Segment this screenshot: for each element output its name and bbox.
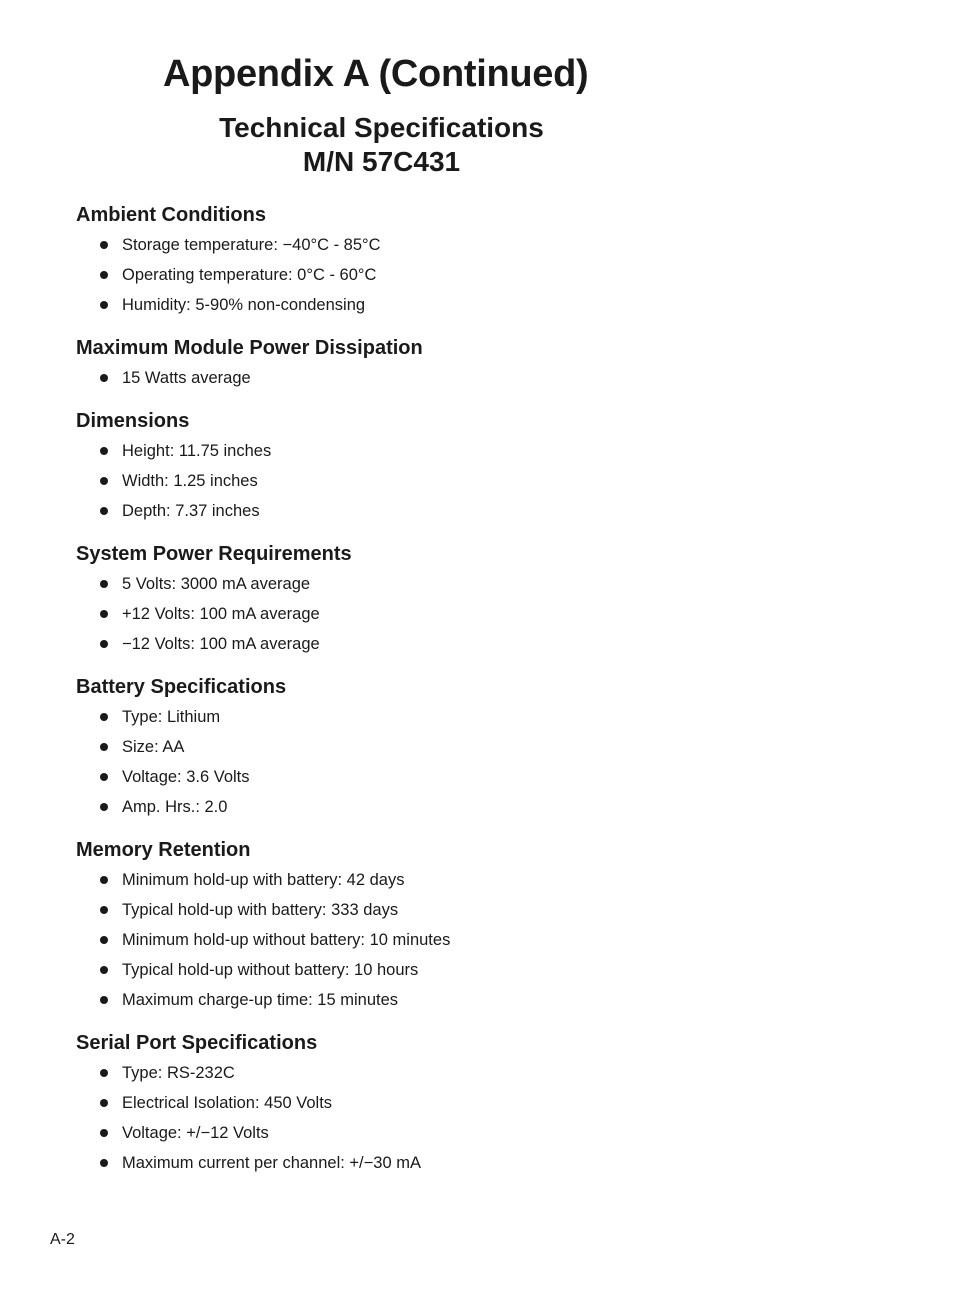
section-heading: Dimensions (76, 410, 190, 432)
list-item (76, 260, 876, 290)
section-serial-port-specifications (76, 1028, 876, 1178)
bullet-icon (100, 640, 108, 648)
section-heading: Ambient Conditions (76, 204, 266, 226)
list-item (76, 599, 876, 629)
spec-text: 5 Volts: 3000 mA average (122, 575, 311, 593)
spec-list (76, 702, 876, 822)
spec-text: Amp. Hrs.: 2.0 (122, 798, 228, 816)
spec-text: Maximum charge-up time: 15 minutes (122, 991, 399, 1009)
bullet-icon (100, 1129, 108, 1137)
spec-text: Width: 1.25 inches (122, 472, 258, 490)
spec-list (76, 865, 876, 1015)
bullet-icon (100, 803, 108, 811)
bullet-icon (100, 1099, 108, 1107)
bullet-icon (100, 507, 108, 515)
list-item (76, 496, 876, 526)
spec-text: Size: AA (122, 738, 185, 756)
bullet-icon (100, 713, 108, 721)
spec-text: Storage temperature: −40°C - 85°C (122, 236, 381, 254)
bullet-icon (100, 1069, 108, 1077)
spec-list (76, 569, 876, 659)
section-system-power-requirements (76, 539, 876, 659)
list-item (76, 985, 876, 1015)
spec-text: Humidity: 5-90% non-condensing (122, 296, 366, 314)
list-item (76, 792, 876, 822)
bullet-icon (100, 906, 108, 914)
section-heading: Serial Port Specifications (76, 1032, 318, 1054)
specifications-content (76, 200, 876, 1178)
spec-text: Minimum hold-up with battery: 42 days (122, 871, 405, 889)
spec-text: −12 Volts: 100 mA average (122, 635, 320, 653)
spec-text: Type: RS-232C (122, 1064, 235, 1082)
list-item (76, 1088, 876, 1118)
spec-list (76, 1058, 876, 1178)
section-heading: Battery Specifications (76, 676, 287, 698)
bullet-icon (100, 374, 108, 382)
list-item (76, 762, 876, 792)
spec-text: Maximum current per channel: +/−30 mA (122, 1154, 421, 1172)
section-heading: System Power Requirements (76, 543, 352, 565)
spec-text: Voltage: +/−12 Volts (122, 1124, 269, 1142)
list-item (76, 1058, 876, 1088)
spec-text: Height: 11.75 inches (122, 442, 272, 460)
spec-text: +12 Volts: 100 mA average (122, 605, 320, 623)
list-item (76, 865, 876, 895)
bullet-icon (100, 1159, 108, 1167)
list-item (76, 230, 876, 260)
spec-list (76, 436, 876, 526)
document-subtitle: Technical Specifications (219, 112, 544, 143)
list-item (76, 732, 876, 762)
list-item (76, 569, 876, 599)
section-maximum-module-power-dissipation (76, 333, 876, 393)
section-memory-retention (76, 835, 876, 1015)
section-dimensions (76, 406, 876, 526)
spec-list (76, 363, 876, 393)
list-item (76, 363, 876, 393)
spec-text: Typical hold-up with battery: 333 days (122, 901, 399, 919)
bullet-icon (100, 996, 108, 1004)
list-item (76, 1148, 876, 1178)
page-title: Appendix A (Continued) (163, 53, 589, 95)
list-item (76, 466, 876, 496)
bullet-icon (100, 743, 108, 751)
spec-list (76, 230, 876, 320)
section-heading: Maximum Module Power Dissipation (76, 337, 423, 359)
bullet-icon (100, 610, 108, 618)
section-heading: Memory Retention (76, 839, 251, 861)
bullet-icon (100, 876, 108, 884)
bullet-icon (100, 447, 108, 455)
section-battery-specifications (76, 672, 876, 822)
bullet-icon (100, 477, 108, 485)
list-item (76, 702, 876, 732)
list-item (76, 955, 876, 985)
spec-text: Typical hold-up without battery: 10 hours (122, 961, 419, 979)
list-item (76, 925, 876, 955)
bullet-icon (100, 936, 108, 944)
list-item (76, 1118, 876, 1148)
bullet-icon (100, 301, 108, 309)
list-item (76, 436, 876, 466)
model-number: M/N 57C431 (302, 146, 461, 177)
section-ambient-conditions (76, 200, 876, 320)
bullet-icon (100, 271, 108, 279)
list-item (76, 629, 876, 659)
spec-text: Operating temperature: 0°C - 60°C (122, 266, 377, 284)
spec-text: Type: Lithium (122, 708, 221, 726)
spec-text: Minimum hold-up without battery: 10 minutes (122, 931, 451, 949)
bullet-icon (100, 966, 108, 974)
bullet-icon (100, 580, 108, 588)
bullet-icon (100, 773, 108, 781)
spec-text: Depth: 7.37 inches (122, 502, 260, 520)
spec-text: 15 Watts average (122, 369, 251, 387)
bullet-icon (100, 241, 108, 249)
spec-text: Voltage: 3.6 Volts (122, 768, 250, 786)
page-number: A-2 (50, 1231, 75, 1248)
list-item (76, 895, 876, 925)
spec-text: Electrical Isolation: 450 Volts (122, 1094, 333, 1112)
list-item (76, 290, 876, 320)
